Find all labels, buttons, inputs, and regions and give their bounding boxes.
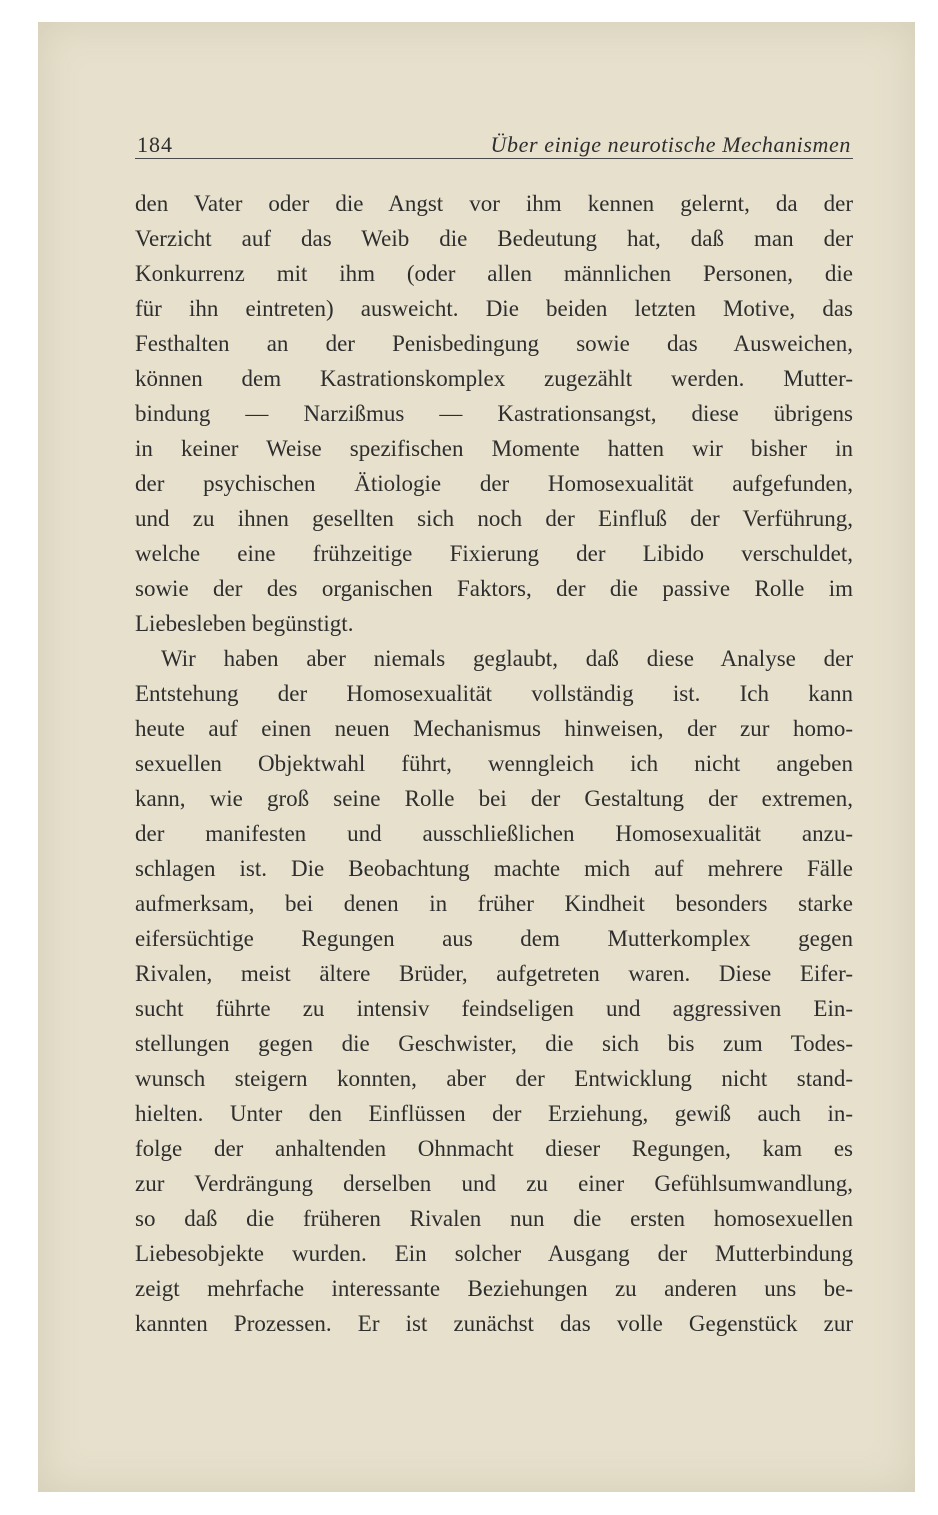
text-line: zeigt mehrfache interessante Beziehungen zu anderen uns be- (135, 1276, 853, 1301)
text-line: kannten Prozessen. Er ist zunächst das volle Gegenstück zur (135, 1311, 853, 1336)
text-line: der psychischen Ätiologie der Homosexualität aufgefunden, (135, 471, 853, 496)
text-line: Liebesobjekte wurden. Ein solcher Ausgang der Mutterbindung (135, 1241, 853, 1266)
paragraph-2 (135, 641, 853, 1341)
text-line: welche eine frühzeitige Fixierung der Libido verschuldet, (135, 541, 853, 566)
text-line: Liebesleben begünstigt. (135, 611, 354, 636)
text-line: kann, wie groß seine Rolle bei der Gestaltung der extremen, (135, 786, 853, 811)
page-header (135, 128, 853, 159)
body-text (135, 186, 853, 1341)
text-line: und zu ihnen gesellten sich noch der Einfluß der Verführung, (135, 506, 853, 531)
text-line: zur Verdrängung derselben und zu einer Gefühlsumwandlung, (135, 1171, 853, 1196)
paragraph-1 (135, 186, 853, 641)
text-line: für ihn eintreten) ausweicht. Die beiden letzten Motive, das (135, 296, 853, 321)
text-line: hielten. Unter den Einflüssen der Erziehung, gewiß auch in- (135, 1101, 853, 1126)
text-line: schlagen ist. Die Beobachtung machte mich auf mehrere Fälle (135, 856, 853, 881)
text-line: sucht führte zu intensiv feindseligen und aggressiven Ein- (135, 996, 853, 1021)
book-page (135, 128, 853, 1341)
text-line: folge der anhaltenden Ohnmacht dieser Regungen, kam es (135, 1136, 853, 1161)
text-line: eifersüchtige Regungen aus dem Mutterkomplex gegen (135, 926, 853, 951)
text-line: Rivalen, meist ältere Brüder, aufgetreten waren. Diese Eifer- (135, 961, 853, 986)
text-line: Entstehung der Homosexualität vollständig ist. Ich kann (135, 681, 853, 706)
text-line: Verzicht auf das Weib die Bedeutung hat, daß man der (135, 226, 853, 251)
text-line: sowie der des organischen Faktors, der die passive Rolle im (135, 576, 853, 601)
page-number: 184 (137, 132, 173, 157)
text-line: können dem Kastrationskomplex zugezählt werden. Mutter- (135, 366, 853, 391)
text-line: heute auf einen neuen Mechanismus hinweisen, der zur homo- (135, 716, 853, 741)
text-line: Konkurrenz mit ihm (oder allen männlichen Personen, die (135, 261, 853, 286)
text-line: der manifesten und ausschließlichen Homosexualität anzu- (135, 821, 853, 846)
text-line: bindung — Narzißmus — Kastrationsangst, diese übrigens (135, 401, 853, 426)
running-title: Über einige neurotische Mechanismen (490, 132, 851, 157)
text-line: wunsch steigern konnten, aber der Entwicklung nicht stand- (135, 1066, 853, 1091)
text-line: stellungen gegen die Geschwister, die sich bis zum Todes- (135, 1031, 853, 1056)
text-line: Wir haben aber niemals geglaubt, daß diese Analyse der (161, 646, 853, 671)
text-line: sexuellen Objektwahl führt, wenngleich ich nicht angeben (135, 751, 853, 776)
text-line: in keiner Weise spezifischen Momente hatten wir bisher in (135, 436, 853, 461)
text-line: den Vater oder die Angst vor ihm kennen gelernt, da der (135, 191, 853, 216)
text-line: Festhalten an der Penisbedingung sowie das Ausweichen, (135, 331, 853, 356)
text-line: aufmerksam, bei denen in früher Kindheit besonders starke (135, 891, 853, 916)
text-line: so daß die früheren Rivalen nun die ersten homosexuellen (135, 1206, 853, 1231)
